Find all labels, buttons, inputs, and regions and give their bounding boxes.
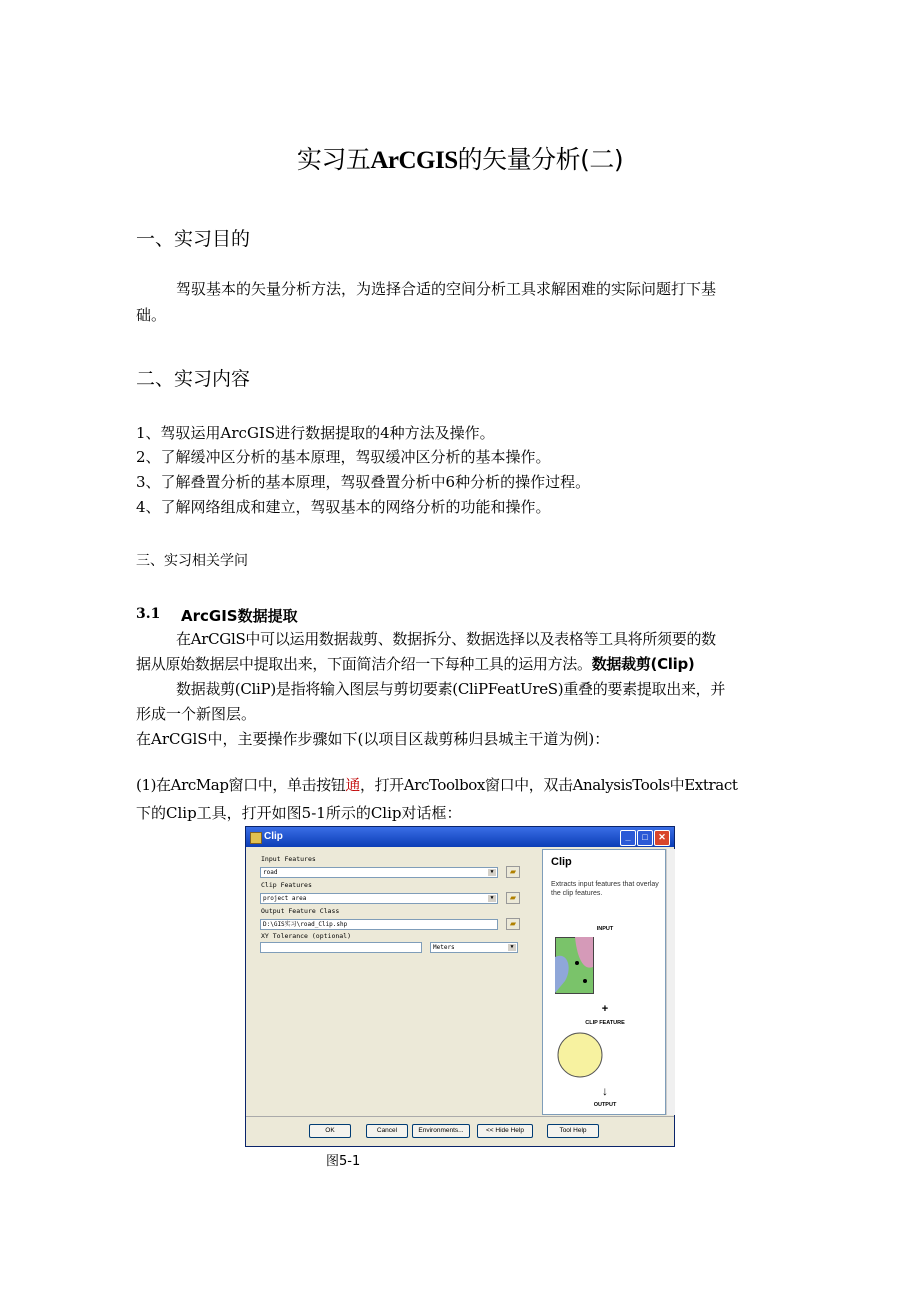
- content-item: 4、了解网络组成和建立，驾驭基本的网络分析的功能和操作。: [136, 498, 551, 516]
- output-label: Output Feature Class: [261, 907, 340, 915]
- step1-line2: 下的Clip工具，打开如图5-1所示的Clip对话框：: [136, 804, 462, 822]
- input-map-illustration: [555, 937, 595, 995]
- ok-button[interactable]: OK: [309, 1124, 351, 1138]
- chevron-down-icon: ▼: [508, 944, 516, 951]
- help-scrollbar[interactable]: [666, 849, 675, 1115]
- hide-help-button[interactable]: << Hide Help: [477, 1124, 533, 1138]
- arrow-down-icon: ↓: [602, 1084, 608, 1098]
- para1-line1: 在ArCGlS中可以运用数据裁剪、数据拆分、数据选择以及表格等工具将所须要的数: [176, 630, 716, 648]
- toolbox-button-ref: 通: [345, 776, 360, 794]
- folder-open-icon[interactable]: ▰: [506, 866, 520, 878]
- content-item: 2、了解缓冲区分析的基本原理，驾驭缓冲区分析的基本操作。: [136, 448, 551, 466]
- purpose-line-2: 础。: [136, 306, 167, 324]
- clip-feature-circle: [555, 1030, 605, 1080]
- help-clip-caption: CLIP FEATURE: [585, 1020, 625, 1026]
- step1-line1: (1)在ArcMap窗口中，单击按钮通，打开ArcToolbox窗口中，双击AnalysisTools中Extract: [136, 776, 738, 794]
- divider: [246, 1116, 674, 1117]
- para3: 在ArCGlS中，主要操作步骤如下(以项目区裁剪秭归县城主干道为例)：: [136, 730, 610, 748]
- minimize-button[interactable]: _: [620, 830, 636, 846]
- clip-dialog: [245, 826, 675, 1147]
- environments-button[interactable]: Environments...: [412, 1124, 470, 1138]
- subsection-title: ArcGIS数据提取: [181, 607, 298, 625]
- xy-tolerance-label: XY Tolerance (optional): [261, 932, 352, 940]
- para2-line2: 形成一个新图层。: [136, 705, 257, 723]
- para2-line1: 数据裁剪(CliP)是指将输入图层与剪切要素(CliPFeatUreS)重叠的要素提取出来，并: [176, 680, 726, 698]
- folder-open-icon[interactable]: ▰: [506, 918, 520, 930]
- plus-icon: +: [601, 1003, 609, 1015]
- cancel-button[interactable]: Cancel: [366, 1124, 408, 1138]
- clip-features-dropdown[interactable]: project area ▼: [260, 893, 498, 904]
- help-panel: [542, 849, 666, 1115]
- dialog-titlebar[interactable]: [246, 827, 674, 847]
- clip-heading: 数据裁剪(Clip): [591, 655, 695, 673]
- units-dropdown[interactable]: Meters ▼: [430, 942, 518, 953]
- tool-icon: [250, 832, 262, 844]
- help-input-caption: INPUT: [596, 926, 614, 932]
- dialog-title: Clip: [264, 831, 283, 842]
- section-heading-knowledge: 三、实习相关学问: [136, 553, 248, 569]
- tool-help-button[interactable]: Tool Help: [547, 1124, 599, 1138]
- para1-line2: 据从原始数据层中提取出来，下面简洁介绍一下每种工具的运用方法。数据裁剪(Clip): [136, 655, 695, 673]
- help-output-caption: OUTPUT: [593, 1102, 617, 1108]
- content-item: 1、驾驭运用ArcGIS进行数据提取的4种方法及操作。: [136, 424, 495, 442]
- xy-tolerance-input[interactable]: [260, 942, 422, 953]
- close-button[interactable]: ✕: [654, 830, 670, 846]
- output-field[interactable]: D:\GIS实习\road_Clip.shp: [260, 919, 498, 930]
- content-item: 3、了解叠置分析的基本原理，驾驭叠置分析中6种分析的操作过程。: [136, 473, 591, 491]
- clip-features-label: Clip Features: [261, 881, 312, 889]
- section-heading-purpose: 一、实习目的: [136, 228, 251, 250]
- input-features-label: Input Features: [261, 855, 316, 863]
- figure-caption: 图5-1: [326, 1154, 361, 1169]
- chevron-down-icon: ▼: [488, 869, 496, 876]
- chevron-down-icon: ▼: [488, 895, 496, 902]
- folder-open-icon[interactable]: ▰: [506, 892, 520, 904]
- help-title: Clip: [551, 856, 572, 868]
- page-title: 实习五ArCGIS的矢量分析(二): [296, 145, 624, 174]
- help-description: Extracts input features that overlay the clip features.: [551, 881, 659, 897]
- subsection-number: 3.1: [136, 606, 161, 622]
- section-heading-content: 二、实习内容: [136, 368, 251, 390]
- maximize-button[interactable]: □: [637, 830, 653, 846]
- purpose-line-1: 驾驭基本的矢量分析方法，为选择合适的空间分析工具求解困难的实际问题打下基: [176, 280, 717, 298]
- input-features-dropdown[interactable]: road ▼: [260, 867, 498, 878]
